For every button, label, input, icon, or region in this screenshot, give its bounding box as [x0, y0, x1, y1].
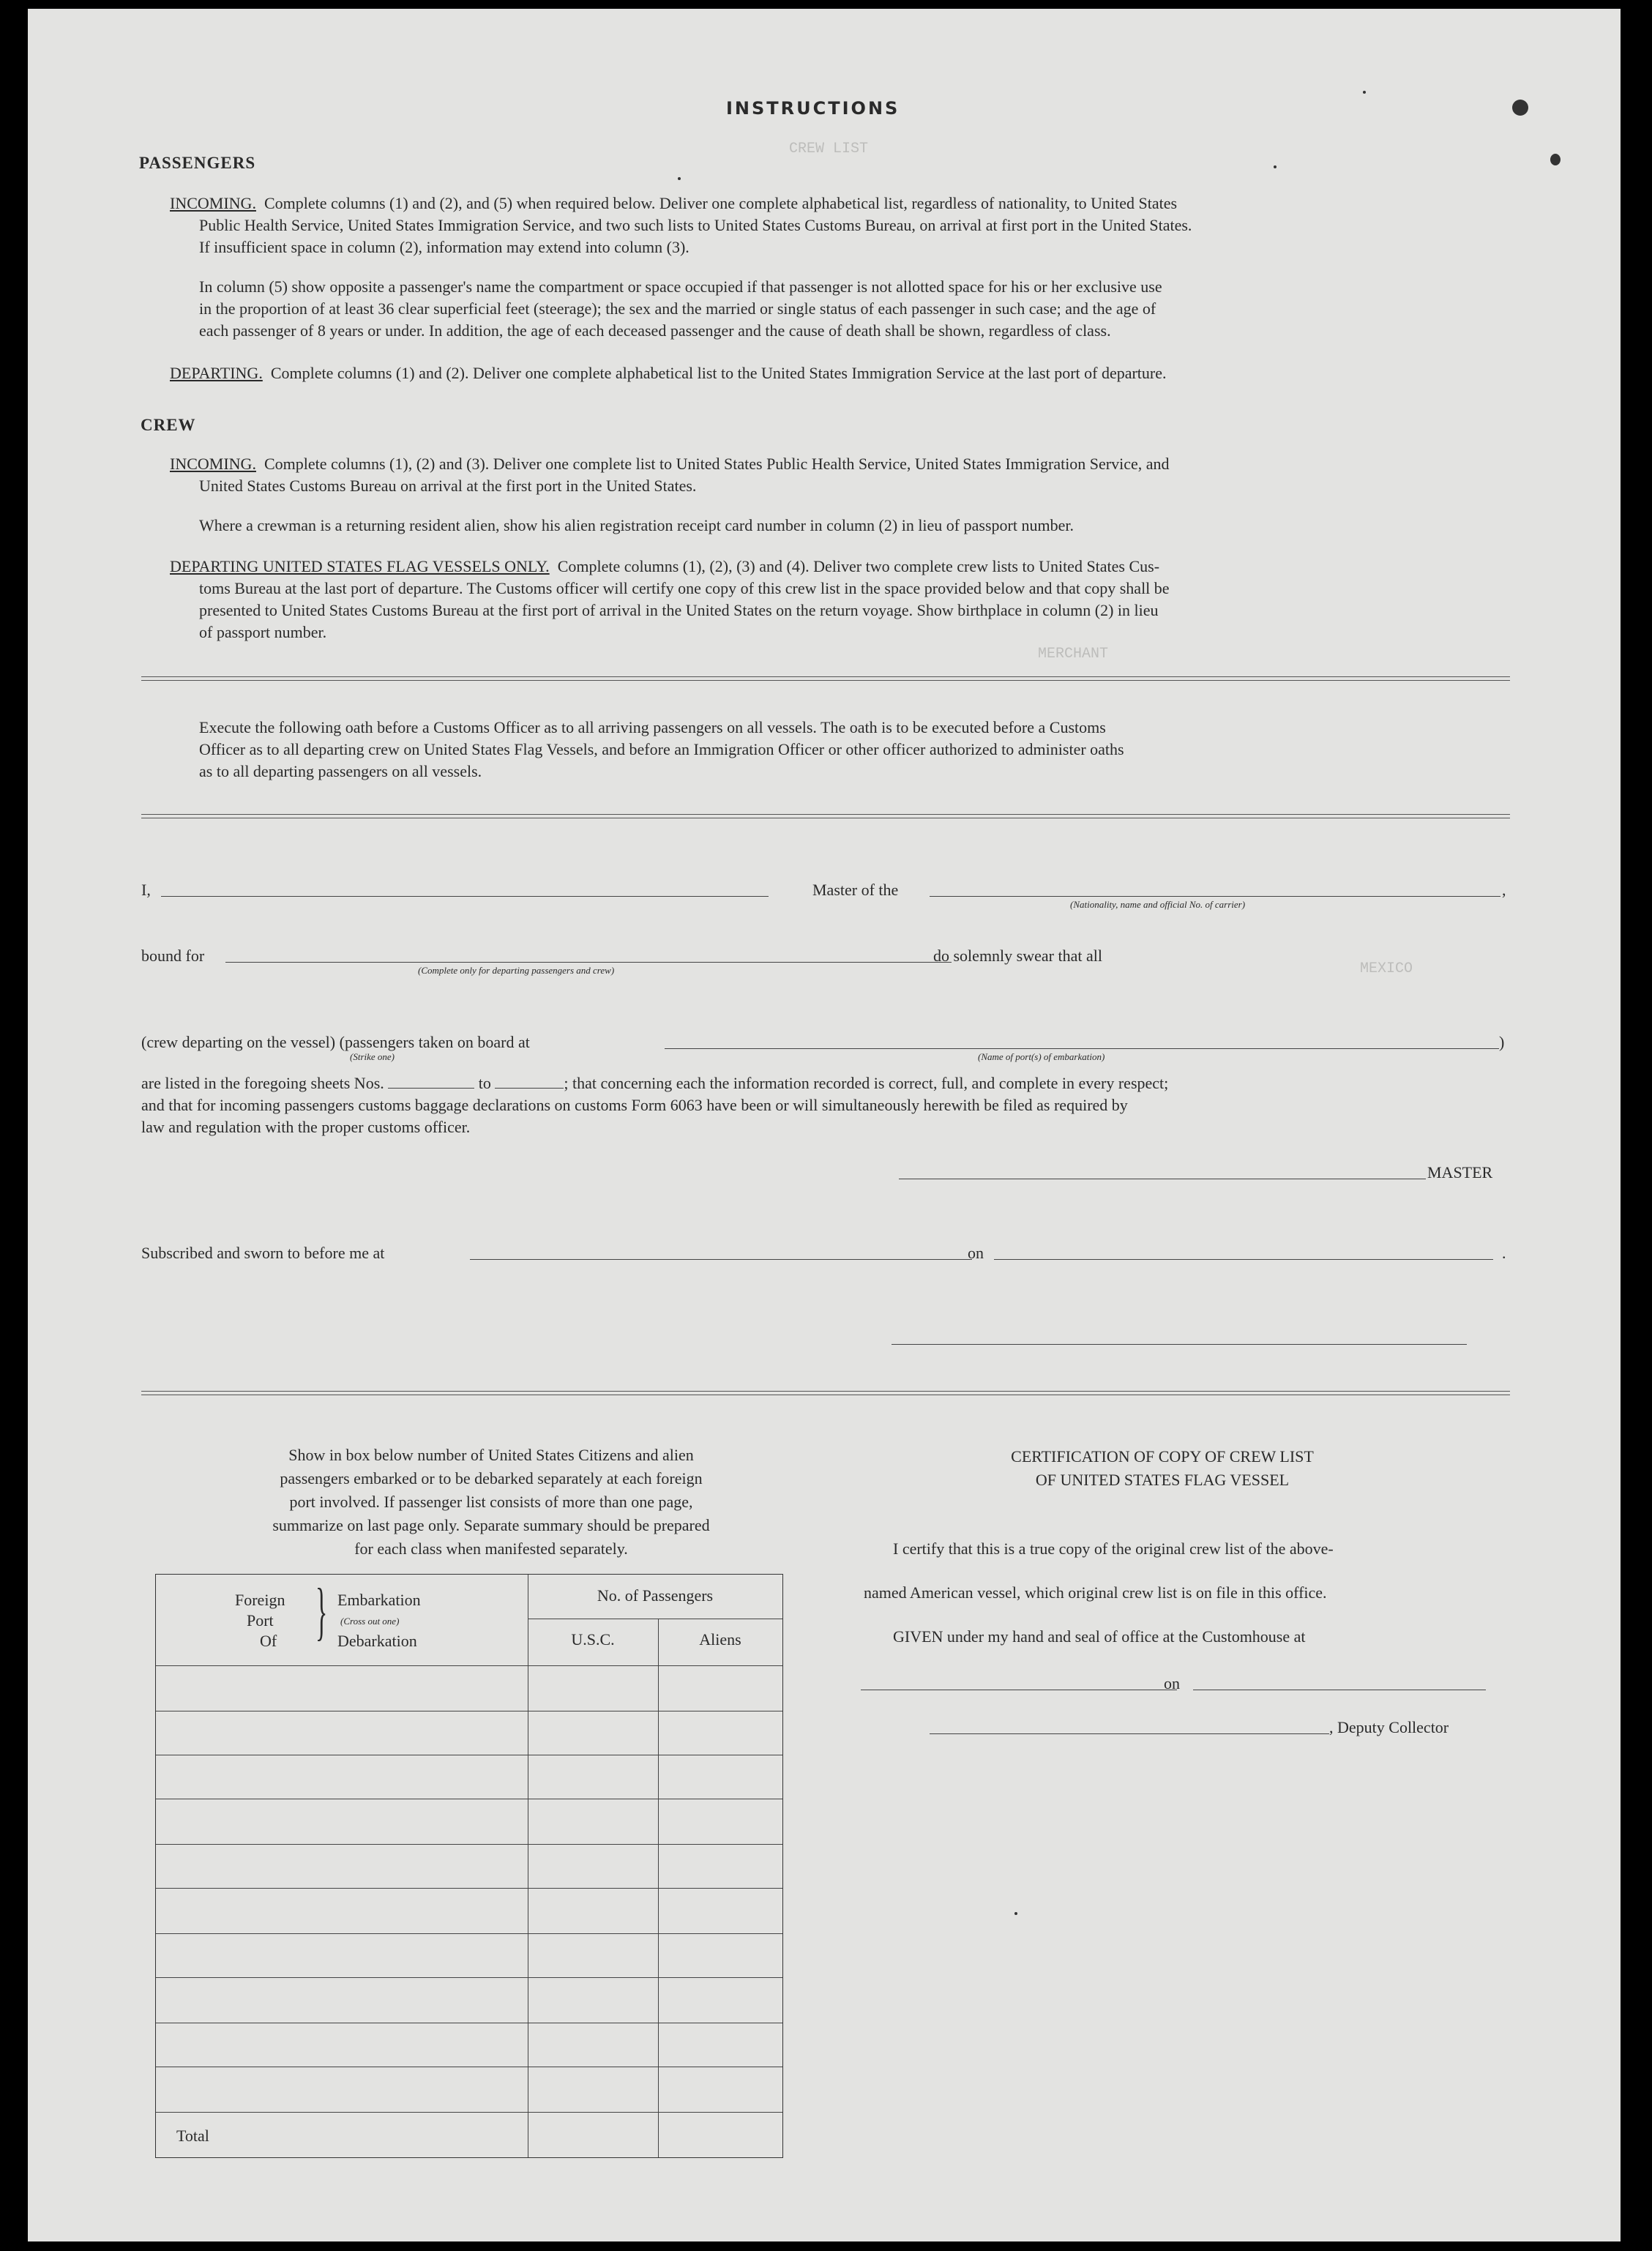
subscribed-label: Subscribed and sworn to before me at: [141, 1244, 385, 1262]
form-page: [28, 9, 1621, 2241]
crew-incoming-label: INCOMING.: [170, 455, 256, 473]
sheet-to-field[interactable]: [495, 1088, 564, 1089]
crew-departing-text: Complete columns (1), (2), (3) and (4). Deliver two complete crew lists to United States Cus-: [557, 557, 1160, 575]
table-row[interactable]: [156, 1933, 782, 1934]
passengers-incoming-paragraph: [170, 192, 1509, 215]
carrier-field[interactable]: [930, 896, 1500, 897]
oath-instruction-line2: Officer as to all departing crew on United States Flag Vessels, and before an Immigration Officer or other officer authorized to administer oaths: [199, 740, 1124, 758]
solemnly-text: do solemnly swear that all: [933, 947, 1102, 965]
crew-departing-line4: of passport number.: [199, 623, 327, 641]
certify-line3: GIVEN under my hand and seal of office at the Customhouse at: [893, 1627, 1306, 1646]
strike-one-note: (Strike one): [350, 1051, 395, 1062]
incoming-text: Complete columns (1) and (2), and (5) when required below. Deliver one complete alphabetical list, regardless of nationality, to United States: [264, 194, 1178, 212]
master-of-label: Master of the: [812, 881, 899, 899]
sheets-rest-text: ; that concerning each the information recorded is correct, full, and complete in every respect;: [564, 1074, 1169, 1092]
comma: ,: [1502, 881, 1506, 899]
passengers-incoming-line2: Public Health Service, United States Immigration Service, and two such lists to United States Customs Bureau, on arrival at first port in the United States.: [199, 216, 1192, 234]
ink-spot: [1550, 154, 1561, 165]
certification-heading-line: OF UNITED STATES FLAG VESSEL: [1035, 1471, 1290, 1489]
sworn-on-label: on: [968, 1244, 984, 1262]
foreign-header: Foreign: [235, 1591, 285, 1609]
close-paren: ): [1499, 1033, 1505, 1051]
ink-spot: [1512, 100, 1528, 116]
bleed-through-text: MEXICO: [1360, 960, 1413, 977]
sworn-place-field[interactable]: [470, 1259, 972, 1260]
oath-instruction-line1: Execute the following oath before a Customs Officer as to all arriving passengers on all vessels. The oath is to be executed before a Customs: [199, 718, 1106, 736]
aliens-header: Aliens: [699, 1630, 741, 1649]
usc-header: U.S.C.: [571, 1630, 615, 1649]
crew-departing-label: DEPARTING UNITED STATES FLAG VESSELS ONLY.: [170, 557, 550, 575]
bound-note: (Complete only for departing passengers and crew): [418, 965, 615, 976]
incoming-label: INCOMING.: [170, 194, 256, 212]
divider: [141, 1391, 1510, 1395]
certify-line1: I certify that this is a true copy of the original crew list of the above-: [893, 1539, 1334, 1558]
sworn-date-field[interactable]: [994, 1259, 1493, 1260]
brace: }: [315, 1577, 328, 1648]
nationality-note: (Nationality, name and official No. of carrier): [1070, 899, 1246, 910]
passenger-summary-table: [155, 1574, 783, 2158]
bleed-through-text: MERCHANT: [1038, 646, 1109, 662]
passengers-departing-paragraph: [170, 362, 1167, 385]
certification-heading: [833, 1445, 1492, 1492]
ink-spot: [1363, 91, 1366, 94]
box-instruction-line: Show in box below number of United States Citizens and alien: [288, 1446, 694, 1464]
debarkation-header: Debarkation: [337, 1632, 417, 1650]
table-row[interactable]: [156, 1844, 782, 1845]
box-instruction-line: port involved. If passenger list consists of more than one page,: [289, 1493, 693, 1511]
crew-departing-line3: presented to United States Customs Bureau at the first port of arrival in the United States on the return voyage. Show birthplace in column (2) in lieu: [199, 601, 1159, 619]
sheets-label: are listed in the foregoing sheets Nos.: [141, 1074, 384, 1092]
ports-note: (Name of port(s) of embarkation): [978, 1051, 1105, 1062]
box-instruction-line: summarize on last page only. Separate summary should be prepared: [272, 1516, 710, 1534]
divider: [141, 814, 1510, 818]
bound-for-label: bound for: [141, 947, 205, 965]
crew-incoming-paragraph: [170, 452, 1170, 476]
customs-declaration-line: and that for incoming passengers customs baggage declarations on customs Form 6063 have been or will simultaneously herewith be filed as required by: [141, 1096, 1128, 1114]
table-header-line: [156, 1665, 782, 1666]
ink-spot: [1014, 1912, 1017, 1915]
column5-line1: In column (5) show opposite a passenger's name the compartment or space occupied if that passenger is not allotted space for his or her exclusive use: [199, 277, 1162, 296]
crew-departing-text: (crew departing on the vessel) (passengers taken on board at: [141, 1033, 530, 1051]
sheets-to-label: to: [478, 1074, 491, 1092]
no-of-passengers-header: No. of Passengers: [597, 1586, 714, 1605]
ink-spot: [678, 177, 681, 180]
law-line: law and regulation with the proper customs officer.: [141, 1118, 471, 1136]
page-title: INSTRUCTIONS: [726, 98, 900, 119]
crew-heading: CREW: [141, 416, 196, 434]
certification-heading-line: CERTIFICATION OF COPY OF CREW LIST: [1011, 1447, 1314, 1466]
resident-alien-note: Where a crewman is a returning resident alien, show his alien registration receipt card number in column (2) in lieu of passport number.: [199, 516, 1074, 534]
box-instruction-line: for each class when manifested separately.: [354, 1539, 628, 1558]
port-header: Port: [247, 1611, 274, 1630]
crew-incoming-line2: United States Customs Bureau on arrival at the first port in the United States.: [199, 477, 697, 495]
oath-instruction-line3: as to all departing passengers on all vessels.: [199, 762, 482, 780]
embarkation-header: Embarkation: [337, 1591, 421, 1609]
departing-label: DEPARTING.: [170, 364, 263, 382]
total-label: Total: [176, 2127, 209, 2145]
deputy-collector-label: , Deputy Collector: [1329, 1718, 1449, 1736]
ink-spot: [1274, 165, 1277, 168]
bound-for-field[interactable]: [225, 962, 952, 963]
master-label: MASTER: [1427, 1163, 1493, 1182]
table-row[interactable]: [156, 1888, 782, 1889]
column5-line3: each passenger of 8 years or under. In addition, the age of each deceased passenger and the cause of death shall be shown, regardless of class.: [199, 321, 1111, 340]
bleed-through-text: CREW LIST: [789, 141, 869, 157]
divider: [141, 676, 1510, 681]
box-instruction: [206, 1444, 777, 1561]
column5-line2: in the proportion of at least 36 clear superficial feet (steerage); the sex and the married or single status of each passenger in such case; and the age of: [199, 299, 1156, 318]
passengers-heading: PASSENGERS: [139, 154, 256, 172]
sheets-line: [141, 1072, 1168, 1095]
crew-incoming-text: Complete columns (1), (2) and (3). Deliver one complete list to United States Public Health Service, United States Immigration Service, and: [264, 455, 1170, 473]
of-header: Of: [260, 1632, 277, 1650]
crew-departing-line2: toms Bureau at the last port of departure. The Customs officer will certify one copy of this crew list in the space provided below and that copy shall be: [199, 579, 1170, 597]
box-instruction-line: passengers embarked or to be debarked separately at each foreign: [280, 1469, 703, 1487]
officer-signature-field[interactable]: [892, 1344, 1467, 1345]
table-row[interactable]: [156, 2112, 782, 2113]
cross-out-note: (Cross out one): [340, 1616, 400, 1627]
crew-departing-paragraph: [170, 555, 1159, 578]
master-name-field[interactable]: [161, 896, 769, 897]
cert-on-label: on: [1164, 1674, 1180, 1692]
oath-i-label: I,: [141, 881, 151, 899]
passengers-incoming-line3: If insufficient space in column (2), information may extend into column (3).: [199, 238, 689, 256]
sheet-from-field[interactable]: [388, 1088, 474, 1089]
embarkation-ports-field[interactable]: [665, 1048, 1499, 1049]
departing-text: Complete columns (1) and (2). Deliver one complete alphabetical list to the United States Immigration Service at the last port of departure.: [270, 364, 1167, 382]
certify-line2: named American vessel, which original crew list is on file in this office.: [864, 1583, 1327, 1602]
deputy-collector-field[interactable]: [930, 1733, 1329, 1734]
table-row[interactable]: [156, 1977, 782, 1978]
period: .: [1502, 1244, 1506, 1262]
